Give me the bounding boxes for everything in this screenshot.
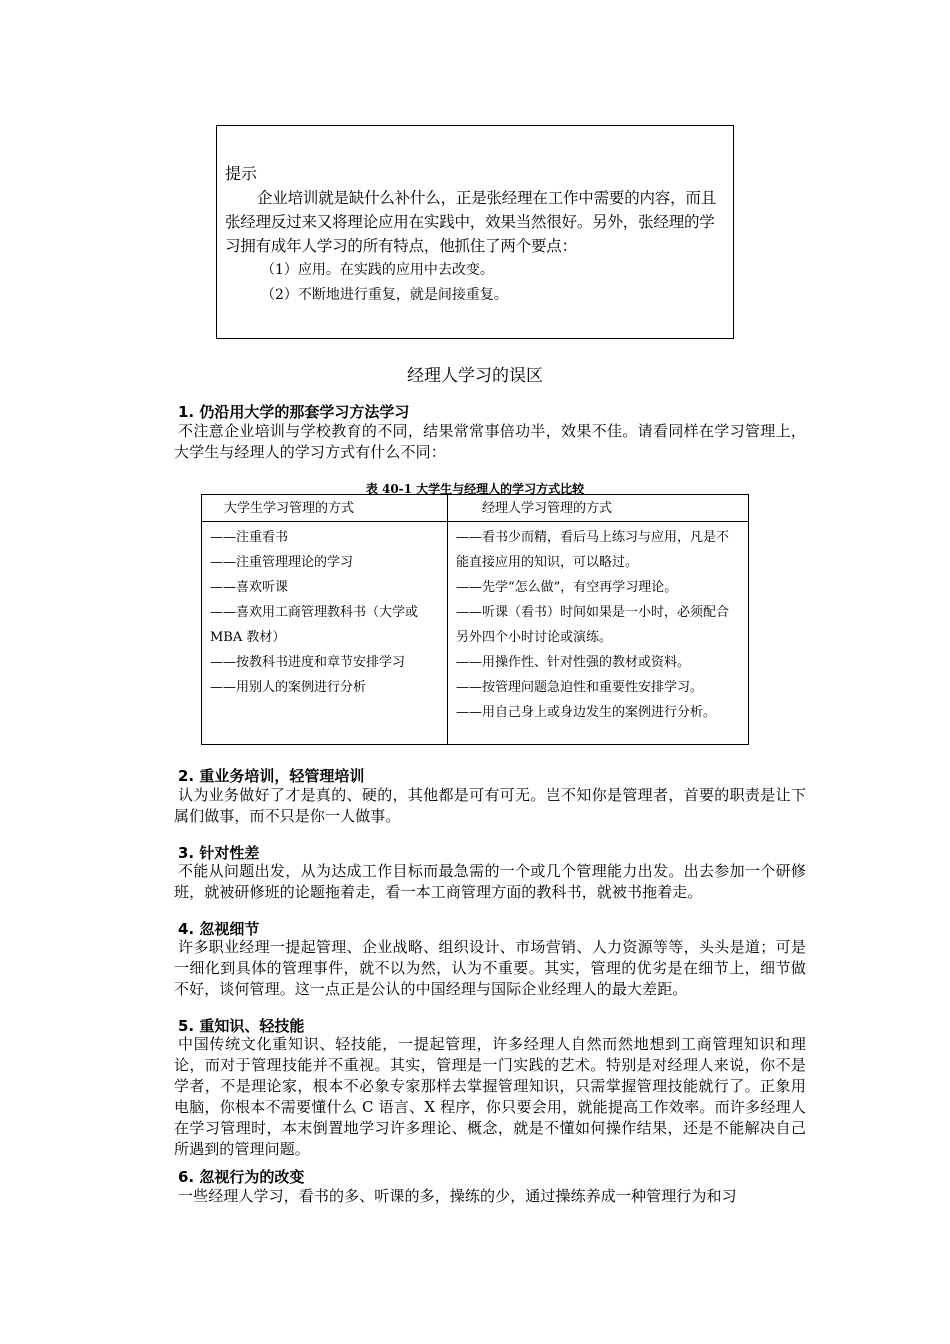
section-4-title: 4. 忽视细节 [178, 920, 260, 938]
section-3-title: 3. 针对性差 [178, 844, 260, 862]
list-item: ——喜欢听课 [210, 580, 289, 595]
list-item: ——用自己身上或身边发生的案例进行分析。 [456, 705, 717, 720]
section-2-body: 认为业务做好了才是真的、硬的，其他都是可有可无。岂不知你是管理者，首要的职责是让下属们做事，而不只是你一人做事。 [174, 786, 806, 825]
section-6-body: 一些经理人学习，看书的多、听课的多，操练的少，通过操练养成一种管理行为和习 [178, 1187, 737, 1205]
tip-item-1: （1）应用。在实践的应用中去改变。 [261, 262, 494, 278]
list-item: ——注重看书 [210, 530, 289, 545]
section-1-title: 1. 仍沿用大学的那套学习方法学习 [178, 403, 410, 421]
section-5-title: 5. 重知识、轻技能 [178, 1017, 305, 1035]
section-4-body: 许多职业经理一提起管理、企业战略、组织设计、市场营销、人力资源等等，头头是道；可是一细化到具体的管理事件，就不以为然，认为不重要。其实，管理的优劣是在细节上，细节做不好，谈何管理。这一点正是公认的中国经理与国际企业经理人的最大差距。 [174, 938, 806, 998]
section-2-title: 2. 重业务培训，轻管理培训 [178, 767, 365, 785]
tip-box [216, 125, 734, 339]
managers-methods-cell [448, 522, 749, 745]
students-methods-cell [202, 522, 448, 745]
tip-title: 提示 [225, 164, 258, 183]
table-caption: 表 40-1 大学生与经理人的学习方式比较 [365, 482, 585, 496]
list-item: ——按教科书进度和章节安排学习 [210, 655, 406, 670]
list-item: ——喜欢用工商管理教科书（大学或MBA 教材） [210, 605, 419, 645]
section-5-body: 中国传统文化重知识、轻技能，一提起管理，许多经理人自然而然地想到工商管理知识和理论，而对于管理技能并不重视。其实，管理是一门实践的艺术。特别是对经理人来说，你不是学者，不是理论家，根本不必象专家那样去掌握管理知识，只需掌握管理技能就行了。正象用电脑，你根本不需要懂什么 C 语言、X 程序，你只要会用，就能提高工作效率。而许多经理人在学习管理时，本末倒置地学习许多理论、概念，就是不懂如何操作结果，还是不能解决自己所遇到的管理问题。 [174, 1035, 806, 1158]
main-heading: 经理人学习的误区 [407, 366, 543, 386]
section-3-body: 不能从问题出发，从为达成工作目标而最急需的一个或几个管理能力出发。出去参加一个研修班，就被研修班的论题拖着走，看一本工商管理方面的教科书，就被书拖着走。 [174, 862, 806, 901]
table-row [202, 522, 749, 745]
list-item: ——用操作性、针对性强的教材或资料。 [456, 655, 691, 670]
list-item: ——先学“怎么做”，有空再学习理论。 [456, 580, 678, 595]
section-1-body: 不注意企业培训与学校教育的不同，结果常常事倍功半，效果不佳。请看同样在学习管理上，大学生与经理人的学习方式有什么不同： [174, 422, 806, 461]
list-item: ——用别人的案例进行分析 [210, 680, 367, 695]
table-header-managers: 经理人学习管理的方式 [448, 495, 749, 522]
list-item: ——听课（看书）时间如果是一小时，必须配合另外四个小时讨论或演练。 [456, 605, 730, 645]
tip-item-2: （2）不断地进行重复，就是间接重复。 [261, 287, 508, 303]
list-item: ——看书少而精，看后马上练习与应用，凡是不能直接应用的知识，可以略过。 [456, 530, 730, 570]
comparison-table [201, 494, 749, 745]
list-item: ——按管理问题急迫性和重要性安排学习。 [456, 680, 704, 695]
table-header-row [202, 495, 749, 522]
tip-paragraph: 企业培训就是缺什么补什么，正是张经理在工作中需要的内容，而且张经理反过来又将理论应用在实践中，效果当然很好。另外，张经理的学习拥有成年人学习的所有特点，他抓住了两个要点： [225, 189, 717, 255]
list-item: ——注重管理理论的学习 [210, 555, 354, 570]
table-header-students: 大学生学习管理的方式 [202, 495, 448, 522]
section-6-title: 6. 忽视行为的改变 [178, 1168, 305, 1186]
